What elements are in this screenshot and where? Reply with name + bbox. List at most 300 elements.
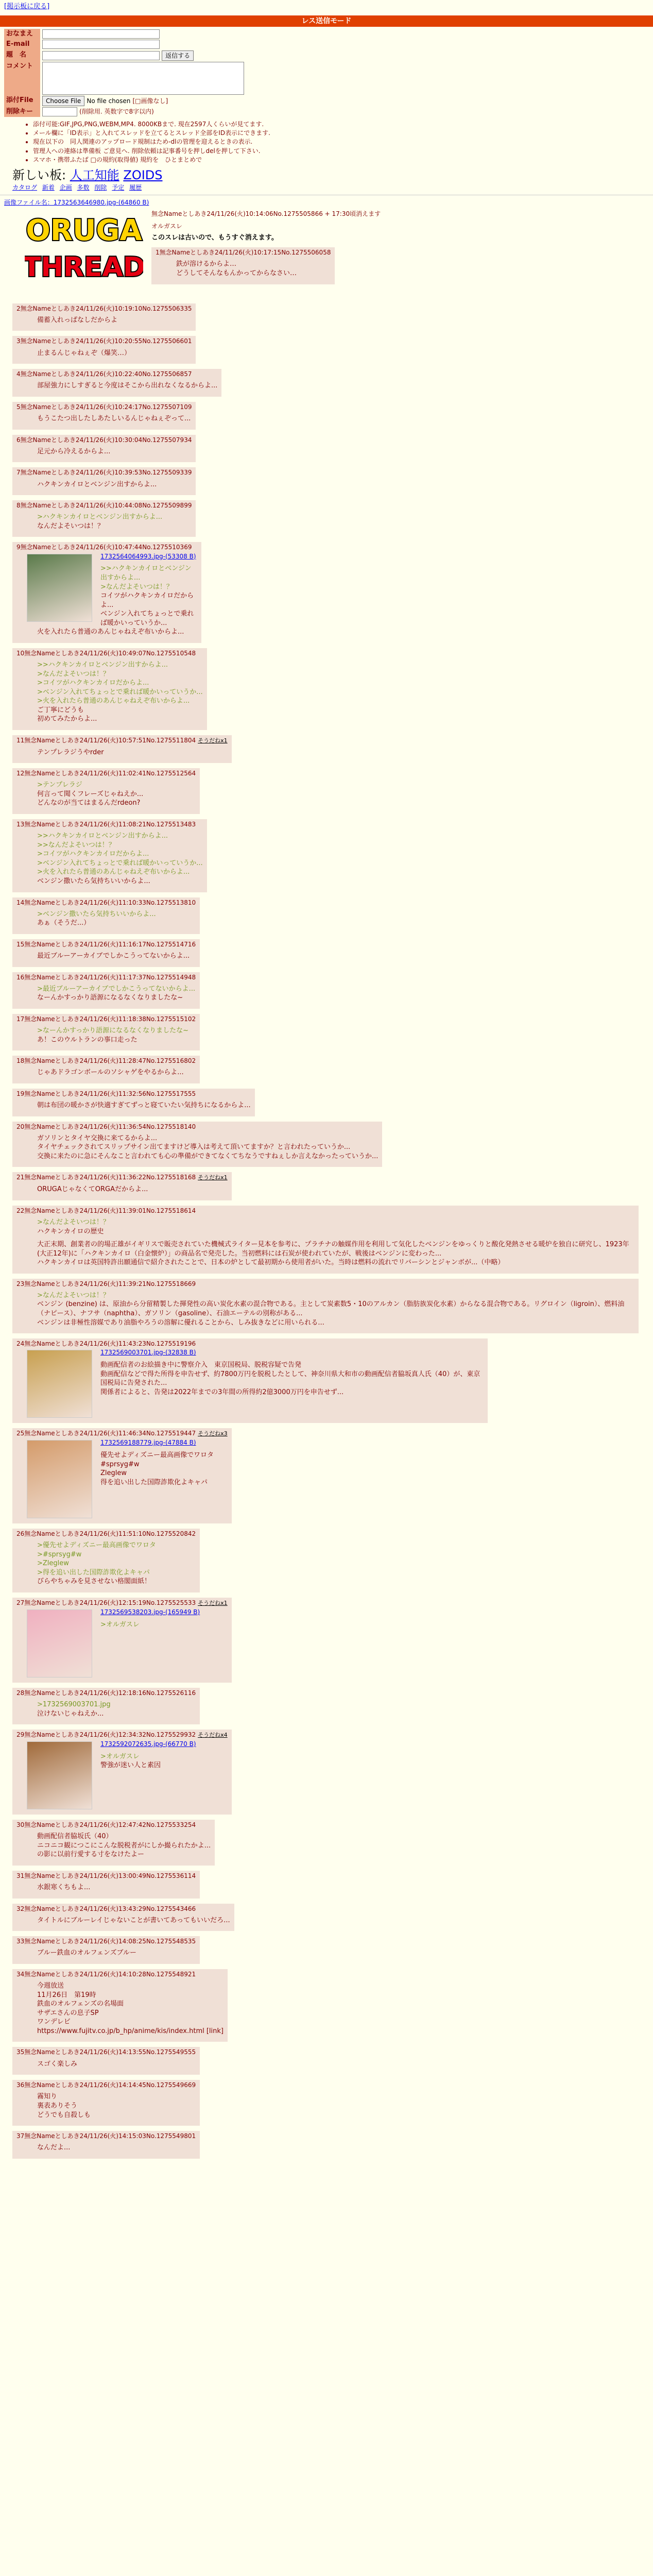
reply-body	[37, 1361, 484, 1397]
text-line: https://www.fujitv.co.jp/b_hp/anime/kis/index.html [link]	[37, 2027, 224, 2035]
text-line: 11月26日 第19時	[37, 1991, 96, 1999]
text-line: 警強が迷い人と素因	[100, 1761, 161, 1770]
text-line: 朝は布団の暖かさが快適すぎてずっと寝ていたい気持ちになるからよ...	[37, 1101, 251, 1109]
op-quote-header: 1無念Nameとしあき24/11/26(火)10:17:15No.1275506058	[156, 249, 331, 257]
reply-file-link[interactable]: 1732569003701.jpg-(32838 B)	[100, 1349, 196, 1357]
reply-post	[12, 1730, 232, 1815]
quote-line: >最近ブルーアーカイブでしかこうってないからよ...	[37, 985, 196, 993]
quote-line: >テンプレラジ	[37, 781, 82, 789]
reply-post	[12, 1338, 488, 1423]
text-line: ハクキンカイロの歴史	[37, 1227, 104, 1235]
reply-meta: 無念Nameとしあき24/11/26(火)11:02:41No.1275512564	[24, 770, 196, 777]
reply-meta: 無念Nameとしあき24/11/26(火)11:36:54No.1275518140	[24, 1123, 196, 1130]
op-name: 無念	[151, 210, 164, 217]
reply-number: 31	[16, 1872, 25, 1879]
quote-line: >なんだよそいつは！？	[37, 1291, 110, 1299]
quote-line: >得を追い出した国際詐欺化よキャパ	[37, 1568, 150, 1577]
file-label: 添付File	[4, 95, 40, 107]
op-warning: このスレは古いので、もうすぐ消えます。	[151, 233, 278, 242]
quote-line: >ハクキンカイロとベンジン出すからよ...	[37, 513, 163, 521]
reply-meta: 無念Nameとしあき24/11/26(火)11:43:23No.1275519196	[24, 1340, 196, 1348]
text-line: どうでも自殺しも	[37, 2111, 91, 2119]
reply-post	[12, 939, 200, 967]
reply-number: 3	[16, 337, 21, 345]
text-line: 大正末期、創業者の的場正雄がイギリスで販売されていた機械式ライター見本を参考に、プラチナの触媒作用を利用して気化したベンジンをゆっくりと酸化発熱させる暖炉を独自に研究し、1923年(大正12年)に「ハクキンカイロ（白金懐炉）」の商品名で発売した。当初燃料には石炭が使われていたが、戦後はベンジンに変わった...	[37, 1241, 629, 1258]
op-quote-line: どうしてそんなもんかってからなさい…	[176, 269, 297, 278]
reply-body	[37, 2092, 196, 2120]
comment-textarea[interactable]	[42, 62, 244, 95]
quote-line: >なーんかすっかり語源になるなくなりましたな~	[37, 1026, 189, 1035]
reply-number: 15	[16, 940, 25, 948]
quote-line: >コイツがハクキンカイロだからよ...	[37, 679, 149, 687]
top-nav	[0, 0, 653, 13]
reply-number: 33	[16, 1938, 25, 1945]
op-subject: オルガスレ	[151, 222, 183, 230]
reply-header	[16, 1689, 196, 1697]
text-line: なんだよ...	[37, 2144, 71, 2152]
reply-number: 25	[16, 1430, 25, 1437]
reply-post	[12, 402, 196, 430]
reply-meta: 無念Nameとしあき24/11/26(火)11:17:37No.1275514948	[24, 973, 196, 981]
reply-number: 2	[16, 304, 21, 312]
reply-post	[12, 336, 196, 364]
reply-number: 36	[16, 2081, 25, 2089]
comment-label: コメント	[4, 61, 40, 95]
reply-number: 19	[16, 1090, 25, 1097]
text-line: 動画配信者のお絵描き中に警察介入 東京国税局、脱税容疑で告発	[100, 1361, 302, 1369]
reply-post	[12, 768, 200, 814]
text-line: 泣けないじゃねえか...	[37, 1709, 104, 1718]
text-line: ORUGAじゃなくてORGAだからよ...	[37, 1185, 148, 1194]
reply-meta: 無念Nameとしあき24/11/26(火)12:15:19No.1275525533	[24, 1599, 196, 1607]
reply-post	[12, 1688, 200, 1724]
new-boards	[12, 167, 653, 183]
reply-number: 34	[16, 1971, 25, 1978]
reply-meta: 無念Nameとしあき24/11/26(火)11:36:22No.1275518168	[24, 1174, 196, 1181]
text-line: タイトルにブルーレイじゃないことが書いてあってもいいだろ...	[37, 1916, 230, 1924]
cat-link[interactable]: 企画	[59, 184, 72, 192]
reply-body	[37, 1916, 230, 1925]
text-line: ガソリンとタイヤ交換に来てるからよ...	[37, 1134, 158, 1142]
text-line: 備蓄入れっぱなしだからよ	[37, 316, 118, 324]
reply-meta: 無念Nameとしあき24/11/26(火)11:32:56No.1275517555	[24, 1090, 196, 1097]
text-line: 部屋強力にしすぎると今度はそこから出れなくなるからよ...	[37, 382, 218, 390]
reply-mode-bar: レス送信モード	[0, 15, 653, 27]
reply-post	[12, 542, 201, 642]
email-label: E-mail	[4, 39, 40, 49]
text-line: Zleglew	[100, 1469, 127, 1478]
sodane-button[interactable]: そうだねx1	[198, 1600, 228, 1607]
reply-number: 7	[16, 469, 21, 477]
reply-body	[37, 985, 196, 1003]
text-only-checkbox[interactable]: [□画像なし]	[132, 97, 168, 105]
reply-header	[16, 736, 228, 745]
reply-mode-banner	[0, 15, 653, 27]
cat-link[interactable]: 多数	[77, 184, 90, 192]
reply-post	[12, 1014, 200, 1050]
note-item: • メール欄に「ID表示」と入れてスレッドを立てるとスレッド全部をID表示にできます.	[33, 129, 641, 137]
text-line: 動画配信などで得た所得を申告せず、約7800万円を脱税したとして、神奈川県大和市の動画配信者脇坂真人氏（40）が、東京国税局に告発された...	[100, 1370, 480, 1387]
text-line: 最近ブルーアーカイブでしかこうってないからよ...	[37, 952, 190, 960]
op-file-line	[4, 198, 649, 207]
reply-body	[37, 748, 228, 757]
reply-body	[37, 1948, 196, 1958]
text-line: 得を追い出した国際詐欺化よキャパ	[100, 1478, 208, 1486]
text-line: ワンデレビ	[37, 2018, 71, 2026]
sodane-button[interactable]: そうだねx4	[198, 1732, 228, 1739]
reply-header	[16, 2132, 196, 2140]
reply-header	[16, 820, 203, 828]
reply-post	[12, 1122, 382, 1167]
reply-number: 22	[16, 1207, 25, 1214]
reply-post	[12, 467, 196, 495]
reply-post	[12, 1820, 215, 1866]
cat-link[interactable]: 予定	[112, 184, 125, 192]
quote-line: >なんだよそいつは！？	[37, 670, 110, 678]
reply-number: 14	[16, 899, 25, 906]
reply-meta: 無念Nameとしあき24/11/26(火)11:08:21No.1275513483	[24, 821, 196, 828]
quote-line: >ベンジン入れてちょっとで乗れば暖かいっていうか...	[37, 859, 203, 867]
delkey-note: (削除用. 英数字で8字以内)	[79, 108, 154, 115]
reply-number: 29	[16, 1731, 25, 1739]
text-line: 裏表ありそう	[37, 2102, 78, 2110]
text-line: ブルー鉄血のオルフェンズブルー	[37, 1949, 136, 1957]
text-line: 火を入れたら普通のあんじゃねえぞ布いからよ...	[37, 628, 184, 636]
new-board-link[interactable]: ZOIDS	[123, 167, 163, 182]
reply-body	[37, 1068, 196, 1077]
text-line: スゴく楽しみ	[37, 2060, 78, 2068]
reply-header	[16, 2048, 196, 2056]
reply-post	[12, 1598, 232, 1683]
text-line: あぁ（そうだ...）	[37, 919, 91, 927]
reply-body	[37, 1026, 196, 1044]
reply-image[interactable]	[27, 1609, 92, 1677]
reply-body	[37, 952, 196, 961]
reply-number: 23	[16, 1280, 25, 1287]
text-line: 鉄血のオルフェンズの名場面	[37, 2000, 124, 2008]
reply-body	[37, 513, 192, 531]
reply-number: 9	[16, 544, 21, 551]
text-line: 動画配信者脇坂氏（40）	[37, 1833, 113, 1841]
op-logo-line1: ORUGA	[26, 213, 142, 247]
reply-meta: 無念Nameとしあき24/11/26(火)12:18:16No.1275526116	[24, 1689, 196, 1697]
text-line: ニコニコ観につこにこんな脱税者がにしか撮られたかよ...	[37, 1841, 211, 1850]
reply-file-link[interactable]: 1732569538203.jpg-(165949 B)	[100, 1608, 200, 1616]
text-line: ベンジン (benzine) は、原油から分留精製した揮発性の高い炭化水素の混合物である。主として炭素数5・10のアルカン（脂肪族炭化水素）からなる混合物である。リグロイン（ligroin）、燃料油（ナピース）、ナフサ（naphtha）、ガソリン（gasoline）、石油エーテルの別称がある...	[37, 1300, 625, 1317]
reply-body	[37, 1832, 211, 1859]
reply-body	[37, 781, 196, 808]
quote-line: >火を入れたら普通のあんじゃねえぞ布いからよ...	[37, 868, 190, 876]
reply-body	[37, 1218, 634, 1267]
reply-number: 35	[16, 2048, 25, 2056]
reply-image[interactable]	[27, 1350, 92, 1418]
text-line: びらやちゃみを見させない格閣面紙！	[37, 1578, 151, 1586]
reply-header	[16, 649, 203, 657]
cat-link[interactable]: 削除	[94, 184, 107, 192]
reply-body	[37, 1981, 224, 2036]
name-label: おなまえ	[4, 29, 40, 39]
delkey-label: 削除キー	[4, 107, 40, 117]
text-line	[37, 1236, 634, 1240]
submit-button[interactable]: 返信する	[162, 50, 194, 61]
reply-post	[12, 2131, 200, 2159]
reply-meta: 無念Nameとしあき24/11/26(火)10:57:51No.1275511804	[24, 736, 196, 744]
op-file-link[interactable]: 画像ファイル名：1732563646980.jpg-(64860 B)	[4, 199, 149, 207]
quote-line: >>ハクキンカイロとベンジン出すからよ...	[37, 832, 168, 840]
op-quote-line: 鉄が溶けるからよ…	[176, 260, 237, 268]
reply-body	[37, 480, 192, 489]
reply-form	[4, 29, 246, 117]
reply-body	[37, 447, 192, 456]
reply-image[interactable]	[27, 554, 92, 622]
quote-line: >なんだよそいつは！？	[37, 1218, 110, 1226]
reply-number: 32	[16, 1905, 25, 1912]
text-line: テンプレラジうやrder	[37, 748, 104, 756]
op-first-reply	[151, 247, 335, 284]
op-quote-body	[176, 260, 331, 278]
reply-meta: 無念Nameとしあき24/11/26(火)10:49:07No.1275510548	[24, 649, 196, 657]
reply-meta: 無念Nameとしあき24/11/26(火)10:20:55No.1275506601	[20, 337, 192, 345]
reply-body	[37, 1134, 378, 1161]
reply-number: 16	[16, 973, 25, 981]
text-line: ご丁寧にどうも	[37, 706, 84, 714]
reply-list	[0, 303, 653, 2159]
reply-header	[16, 403, 192, 411]
reply-header	[16, 1731, 228, 1739]
reply-number: 13	[16, 821, 25, 828]
reply-body	[37, 1883, 196, 1892]
text-line: サザエさんの息子SP	[37, 2009, 99, 2017]
op-logo-line2: THREAD	[25, 251, 143, 283]
reply-meta: 無念Nameとしあき24/11/26(火)14:15:03No.1275549801	[24, 2132, 196, 2140]
reply-post	[12, 897, 200, 934]
quote-line: >オルガスレ	[100, 1620, 140, 1629]
reply-header	[16, 1970, 224, 1978]
reply-file-link[interactable]: 1732564064993.jpg-(53308 B)	[100, 552, 196, 560]
note-item: • 添付可能:GIF,JPG,PNG,WEBM,MP4. 8000KBまで. 現在2597人くらいが見てます.	[33, 120, 641, 128]
reply-file-link[interactable]: 1732569188779.jpg-(47884 B)	[100, 1439, 196, 1447]
reply-header	[16, 1015, 196, 1023]
no-file-text: No file chosen	[87, 97, 131, 105]
text-line: なんだよそいつは！？	[37, 522, 105, 530]
quote-line: >火を入れたら普通のあんじゃねえぞ布いからよ...	[37, 697, 190, 705]
note-item: • スマホ・携帯ふたば □の規約(取得値) 規約を ひとまとめで	[33, 156, 641, 164]
reply-header	[16, 1599, 228, 1607]
quote-line: >オルガスレ	[100, 1752, 140, 1760]
reply-post	[12, 1428, 232, 1523]
subject-label: 題 名	[4, 50, 40, 61]
reply-file-link[interactable]: 1732592072635.jpg-(66770 B)	[100, 1740, 196, 1748]
reply-post	[12, 1172, 232, 1200]
choose-file-button[interactable]: Choose File	[42, 96, 84, 106]
cat-link[interactable]: 履歴	[129, 184, 142, 192]
quote-line: >#sprsyg#w	[37, 1550, 82, 1558]
cat-link[interactable]: カタログ	[12, 184, 38, 192]
reply-meta: 無念Nameとしあき24/11/26(火)14:14:45No.1275549669	[24, 2081, 196, 2089]
op-header: Nameとしあき24/11/26(火)10:14:06No.1275505866 + 17:30頃消えます	[164, 210, 381, 217]
reply-meta: 無念Nameとしあき24/11/26(火)11:46:34No.1275519447	[24, 1430, 196, 1437]
new-board-link[interactable]: 人工知能	[70, 167, 119, 182]
delkey-input[interactable]	[42, 107, 77, 116]
email-input[interactable]	[42, 40, 160, 49]
reply-number: 11	[16, 736, 25, 744]
reply-header	[16, 2081, 196, 2089]
quote-line: >なんだよそいつは！？	[100, 583, 173, 591]
text-line: タイヤチェックされてスリップサイン出てますけど導入は考えて頂いてますか？と言われたっていうか...	[37, 1143, 351, 1151]
reply-header	[16, 1905, 230, 1913]
reply-header	[16, 436, 192, 444]
reply-number: 24	[16, 1340, 25, 1348]
reply-header	[16, 1530, 196, 1538]
quote-line: >優先せよディズニー最高画像でワロタ	[37, 1541, 156, 1550]
reply-number: 5	[16, 403, 21, 411]
reply-post	[12, 972, 200, 1009]
reply-body	[37, 660, 203, 724]
reply-header	[16, 899, 196, 907]
reply-header	[16, 1821, 211, 1829]
reply-meta: 無念Nameとしあき24/11/26(火)11:18:38No.1275515102	[24, 1015, 196, 1023]
reply-header	[16, 468, 192, 477]
reply-number: 8	[16, 502, 21, 510]
reply-body	[37, 1541, 196, 1586]
reply-number: 20	[16, 1123, 25, 1130]
reply-body	[37, 1185, 228, 1194]
reply-body	[37, 910, 196, 928]
text-line: 優先せよディズニー最高画像でワロタ	[100, 1451, 214, 1459]
reply-header	[16, 1173, 228, 1182]
reply-header	[16, 370, 217, 378]
reply-body	[37, 1291, 634, 1327]
back-to-board-link[interactable]: [掲示板に戻る]	[4, 3, 50, 10]
reply-body	[37, 1700, 196, 1718]
quote-line: >Zleglew	[37, 1560, 69, 1568]
reply-header	[16, 940, 196, 948]
reply-body	[37, 381, 217, 391]
reply-meta: 無念Nameとしあき24/11/26(火)10:39:53No.1275509339	[20, 469, 192, 477]
reply-number: 10	[16, 649, 25, 657]
reply-header	[16, 1280, 634, 1288]
reply-header	[16, 1057, 196, 1065]
quote-line: >>ハクキンカイロとベンジン出すからよ...	[100, 565, 192, 582]
reply-meta: 無念Nameとしあき24/11/26(火)10:30:04No.1275507934	[20, 436, 192, 444]
reply-post	[12, 735, 232, 763]
text-line: 霧知り	[37, 2093, 58, 2101]
reply-number: 21	[16, 1174, 25, 1181]
reply-post	[12, 1206, 639, 1274]
quote-line: >1732569003701.jpg	[37, 1701, 111, 1709]
reply-post	[12, 1279, 639, 1333]
reply-number: 26	[16, 1530, 25, 1538]
reply-number: 30	[16, 1821, 25, 1828]
quote-line: >>ハクキンカイロとベンジン出すからよ...	[37, 660, 168, 669]
text-line: ハクキンカイロとベンジン出すからよ...	[37, 480, 157, 488]
reply-header	[16, 1429, 228, 1438]
reply-body	[37, 1101, 251, 1110]
reply-header	[16, 543, 197, 551]
text-line: ベンジン入れてちょっとで乗れば暖かいっていうか...	[100, 610, 194, 627]
sodane-button[interactable]: そうだねx1	[198, 737, 228, 744]
text-line: 関係者によると、告発は2022年までの3年間の所得約2億3000万円を申告せず...	[100, 1388, 344, 1396]
reply-meta: 無念Nameとしあき24/11/26(火)10:47:44No.1275510369	[20, 544, 192, 551]
text-line: ハクキンカイロは英国特許出願通信で紹介されたことで、日本の炉として最初期から使用者がいた。当時は燃料の流れでリバーシンとジャンボが...（中略）	[37, 1259, 505, 1267]
reply-image[interactable]	[27, 1440, 92, 1518]
quote-line: >>なんだよそいつは！？	[37, 841, 115, 849]
reply-header	[16, 1090, 251, 1098]
reply-meta: 無念Nameとしあき24/11/26(火)11:39:01No.1275518614	[24, 1207, 196, 1214]
reply-meta: 無念Nameとしあき24/11/26(火)10:24:17No.1275507109	[20, 403, 192, 411]
text-line: コイツがハクキンカイロだからよ...	[100, 592, 194, 609]
name-input[interactable]	[42, 29, 160, 39]
reply-post	[12, 369, 221, 397]
reply-post	[12, 1056, 200, 1083]
subject-input[interactable]	[42, 51, 160, 60]
text-line: どんなのが当てはまるんだrdeon?	[37, 799, 141, 807]
note-item: • 現在以下の 同人関連のアップロード規制はため-dlの管理を迎えるときの表示.	[33, 138, 641, 146]
quote-line: >ベンジン撒いたら気持ちいいからよ...	[37, 910, 156, 918]
reply-post	[12, 1969, 228, 2042]
text-line: もうこたつ出したしあたしいるんじゃねぇぞって...	[37, 415, 191, 423]
text-line: の影に以前行愛する寸をなけたよー	[37, 1851, 145, 1859]
reply-meta: 無念Nameとしあき24/11/26(火)14:08:25No.1275548535	[24, 1938, 196, 1945]
reply-meta: 無念Nameとしあき24/11/26(火)11:10:33No.1275513810	[24, 899, 196, 906]
reply-number: 27	[16, 1599, 25, 1607]
reply-header	[16, 1123, 378, 1131]
reply-meta: 無念Nameとしあき24/11/26(火)13:00:49No.1275536114	[24, 1872, 196, 1879]
sodane-button[interactable]: そうだねx3	[198, 1430, 228, 1437]
board-notes	[12, 120, 641, 164]
reply-post	[12, 1871, 200, 1899]
reply-number: 18	[16, 1057, 25, 1065]
reply-image[interactable]	[27, 1741, 92, 1809]
reply-post	[12, 435, 196, 463]
reply-post	[12, 1529, 200, 1592]
category-links	[12, 183, 653, 192]
reply-body	[37, 349, 192, 358]
reply-post	[12, 1904, 234, 1931]
note-item: • 管理人への連絡は準備板 ご意見へ. 削除依頼は記事番号を押しdelを押して下さい.	[33, 147, 641, 155]
reply-header	[16, 1340, 484, 1348]
reply-meta: 無念Nameとしあき24/11/26(火)11:16:17No.1275514716	[24, 940, 196, 948]
reply-post	[12, 648, 207, 730]
cat-link[interactable]: 新着	[42, 184, 55, 192]
text-line: 交換に来たのに急にそんなこと言われても心の準備ができてなくてちなうですねぇしか言えなかったっていうか...	[37, 1152, 379, 1160]
text-line: 止まるんじゃねぇぞ（爆笑…）	[37, 349, 131, 357]
reply-meta: 無念Nameとしあき24/11/26(火)10:19:10No.1275506335	[20, 304, 192, 312]
quote-line: >ベンジン入れてちょっとで乗れば暖かいっていうか...	[37, 688, 203, 696]
reply-header	[16, 304, 192, 313]
new-boards-label: 新しい板:	[12, 167, 66, 182]
reply-number: 12	[16, 770, 25, 777]
text-line: 足元から冷えるからよ...	[37, 447, 111, 455]
text-line: ベンジンは非極性溶媒であり油脂やろうの溶解に優れることから、しみ抜きなどに用いられる...	[37, 1318, 324, 1327]
sodane-button[interactable]: そうだねx1	[198, 1174, 228, 1181]
reply-post	[12, 1089, 255, 1116]
text-line: 今週放送	[37, 1982, 64, 1990]
text-line: 何言って聞くフレーズじゃねえか...	[37, 790, 144, 798]
reply-post	[12, 2080, 200, 2126]
reply-header	[16, 973, 196, 981]
reply-meta: 無念Nameとしあき24/11/26(火)14:13:55No.1275549555	[24, 2048, 196, 2056]
text-line: じゃあドラゴンボールのソシャゲをやるからよ...	[37, 1069, 184, 1077]
op-image[interactable]	[25, 209, 143, 294]
reply-post	[12, 303, 196, 331]
reply-meta: 無念Nameとしあき24/11/26(火)10:44:08No.1275509899	[20, 502, 192, 510]
reply-number: 17	[16, 1015, 25, 1023]
reply-body	[37, 2143, 196, 2153]
op-post	[0, 198, 653, 298]
reply-header	[16, 769, 196, 777]
reply-header	[16, 1872, 196, 1880]
